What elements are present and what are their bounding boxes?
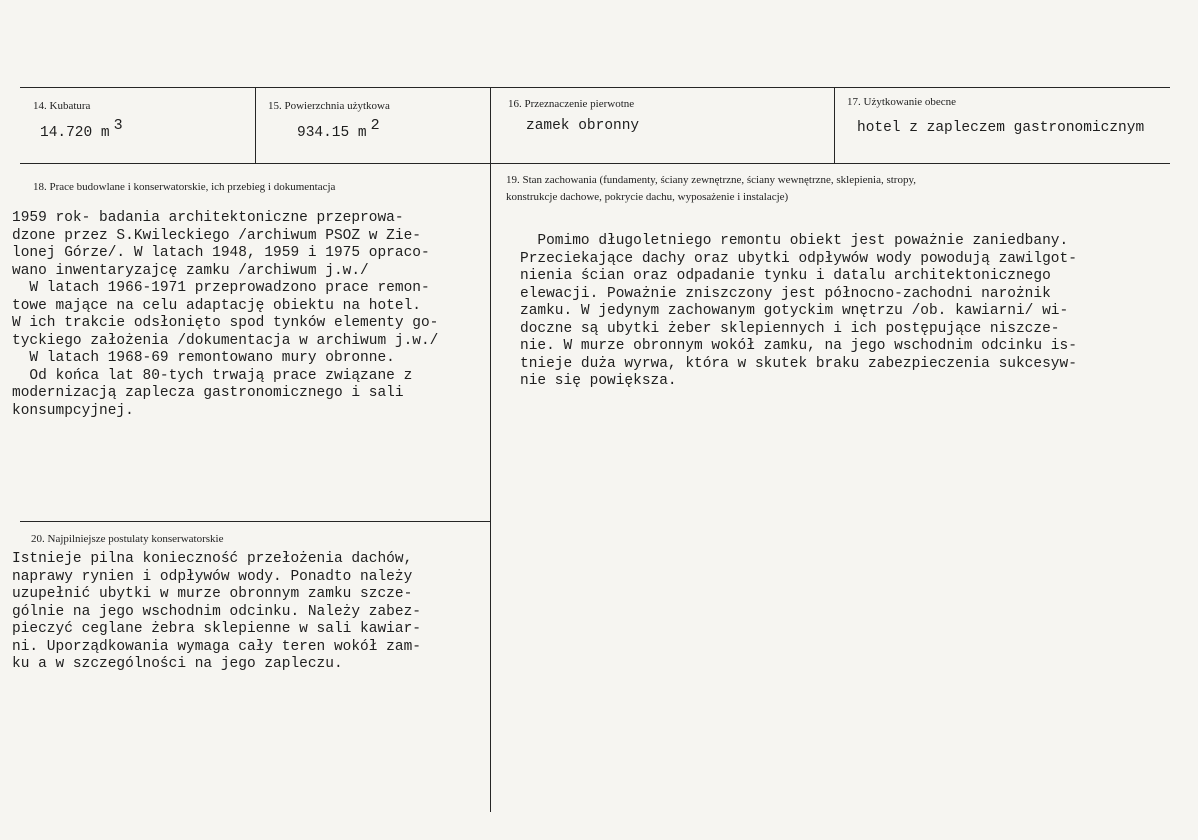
section-18-line: towe mające na celu adaptację obiektu na hotel. [12,297,421,314]
section-19-line: tnieje duża wyrwa, która w skutek braku zabezpieczenia sukcesyw- [520,355,1077,372]
section-18-line: W latach 1966-1971 przeprowadzono prace remon- [12,280,430,296]
field-14-value [40,117,123,141]
section-20-line: pieczyć ceglane żebra sklepienne w sali kawiar- [12,621,421,637]
section-20-line: naprawy rynien i odpływów wody. Ponadto należy [12,568,413,585]
section-20-line: gólnie na jego wschodnim odcinku. Należy zabez- [12,603,421,620]
section-19-line: elewacji. Poważnie zniszczony jest północno-zachodni narożnik [520,285,1051,302]
section-18-text [12,210,438,420]
section-19-text [520,233,1077,391]
column-divider-main [490,87,491,812]
section-19-line: doczne są ubytki żeber sklepiennych i ich postępujące niszcze- [520,320,1060,337]
field-15-label: 15. Powierzchnia użytkowa [268,100,390,112]
section-20-line: ku a w szczególności na jego zapleczu. [12,656,343,672]
section-18-line: W ich trakcie odsłonięto spod tynków elementy go- [12,315,439,331]
section-19-line: Przeciekające dachy oraz ubytki odpływów wody powodują zawilgot- [520,250,1077,267]
section-18-line: lonej Górze/. W latach 1948, 1959 i 1975 opraco- [12,245,430,261]
section-19-line: nie się powiększa. [520,373,677,389]
section-18-line: wano inwentaryzajcę zamku /archiwum j.w./ [12,262,369,279]
section-18-line: modernizacją zaplecza gastronomicznego i sali [12,385,404,401]
column-divider-3 [834,87,835,164]
section-18-line: Od końca lat 80-tych trwają prace związane z [12,367,413,384]
section-20-text [12,551,421,674]
section-18-line: 1959 rok- badania architektoniczne przeprowa- [12,210,404,226]
section-19-line: zamku. W jedynym zachowanym gotyckim wnętrzu /ob. kawiarni/ wi- [520,303,1069,319]
section-19-label [506,172,916,206]
section-20-line: uzupełnić ubytki w murze obronnym zamku szcze- [12,586,413,602]
field-15-value [297,117,380,141]
section-19-line: nienia ścian oraz odpadanie tynku i datalu architektonicznego [520,268,1051,284]
field-17-value: hotel z zapleczem gastronomicznym [857,120,1145,136]
field-16-label: 16. Przeznaczenie pierwotne [508,98,635,110]
powierzchnia-exponent: 2 [370,117,380,134]
field-16-value: zamek obronny [526,118,640,134]
section-19-line: Pomimo długoletniego remontu obiekt jest poważnie zaniedbany. [520,233,1069,249]
row-divider-top-fields [20,163,1170,164]
section-20-line: ni. Uporządkowania wymaga cały teren wokół zam- [12,638,421,655]
section-18-line: konsumpcyjnej. [12,402,134,419]
field-14-label: 14. Kubatura [33,100,91,112]
kubatura-exponent: 3 [113,117,123,134]
section-20-line: Istnieje pilna konieczność przełożenia dachów, [12,551,413,567]
row-divider-section20 [20,521,491,522]
section-20-label: 20. Najpilniejsze postulaty konserwatorskie [31,533,224,545]
section-18-line: tyckiego założenia /dokumentacja w archiwum j.w./ [12,332,439,349]
top-border [20,87,1170,88]
field-17-label: 17. Użytkowanie obecne [847,96,957,108]
section-18-line: W latach 1968-69 remontowano mury obronne. [12,350,395,366]
section-18-label: 18. Prace budowlane i konserwatorskie, ich przebieg i dokumentacja [33,181,336,193]
column-divider-1 [255,87,256,164]
section-19-label-line2: konstrukcje dachowe, pokrycie dachu, wyposażenie i instalacje) [506,191,789,203]
section-19-label-line1: 19. Stan zachowania (fundamenty, ściany zewnętrzne, ściany wewnętrzne, sklepienia, stropy, [506,174,917,186]
kubatura-value: 14.720 m [40,125,110,141]
section-19-line: nie. W murze obronnym wokół zamku, na jego wschodnim odcinku is- [520,338,1077,354]
powierzchnia-value: 934.15 m [297,125,367,141]
section-18-line: dzone przez S.Kwileckiego /archiwum PSOZ w Zie- [12,227,421,244]
